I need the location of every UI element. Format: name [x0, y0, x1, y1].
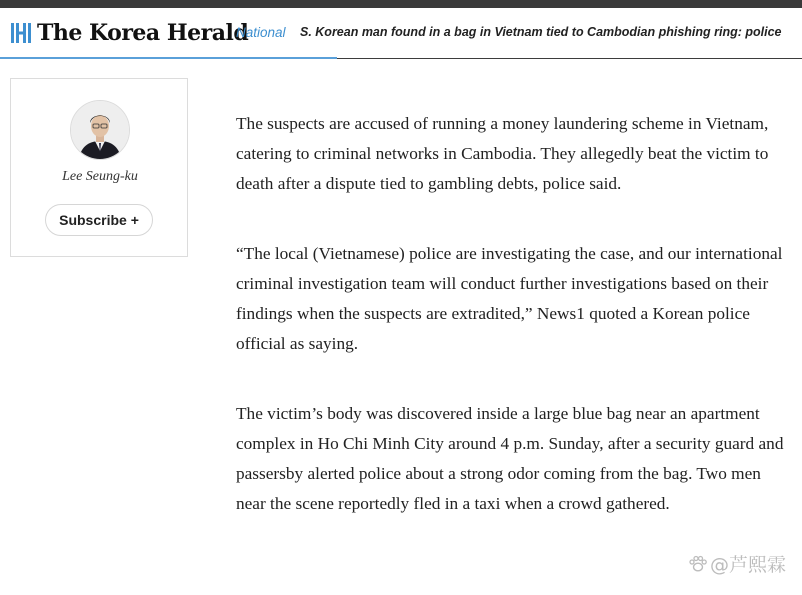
article-paragraph: The victim’s body was discovered inside a large blue bag near an apartment complex in Ho Chi Minh City around 4 p.m. Sunday, after a security guard and passersby alerted police about a strong odor coming from the bag. Two men near the scene reportedly fled in a taxi when a crowd gathered.: [236, 404, 784, 513]
reading-progress-bar: [0, 57, 337, 59]
subscribe-button[interactable]: Subscribe +: [45, 204, 153, 236]
section-link[interactable]: National: [236, 25, 286, 40]
watermark-text: @芦熙霖: [709, 554, 786, 576]
author-card: [10, 78, 188, 257]
paw-icon: [688, 554, 708, 574]
site-logo[interactable]: [10, 20, 248, 46]
article-paragraph: “The local (Vietnamese) police are investigating the case, and our international criminal investigation team will conduct further investigations based on their findings when the suspects are extradited,” News1 quoted a Korean police official as saying.: [236, 244, 783, 353]
watermark: [688, 550, 786, 577]
author-name[interactable]: Lee Seung-ku: [62, 169, 138, 184]
author-avatar[interactable]: [70, 100, 130, 160]
headline-title: S. Korean man found in a bag in Vietnam tied to Cambodian phishing ring: police: [300, 25, 782, 39]
article-paragraph: The suspects are accused of running a money laundering scheme in Vietnam, catering to criminal networks in Cambodia. They allegedly beat the victim to death after a dispute tied to gambling debts, police said.: [236, 114, 769, 193]
browser-top-strip: [0, 0, 802, 8]
author-portrait-icon: [71, 101, 129, 159]
article-body: [236, 109, 784, 559]
herald-logo-icon: [10, 22, 32, 44]
site-header: [0, 8, 802, 59]
logo-wordmark: The Korea Herald: [37, 20, 249, 46]
